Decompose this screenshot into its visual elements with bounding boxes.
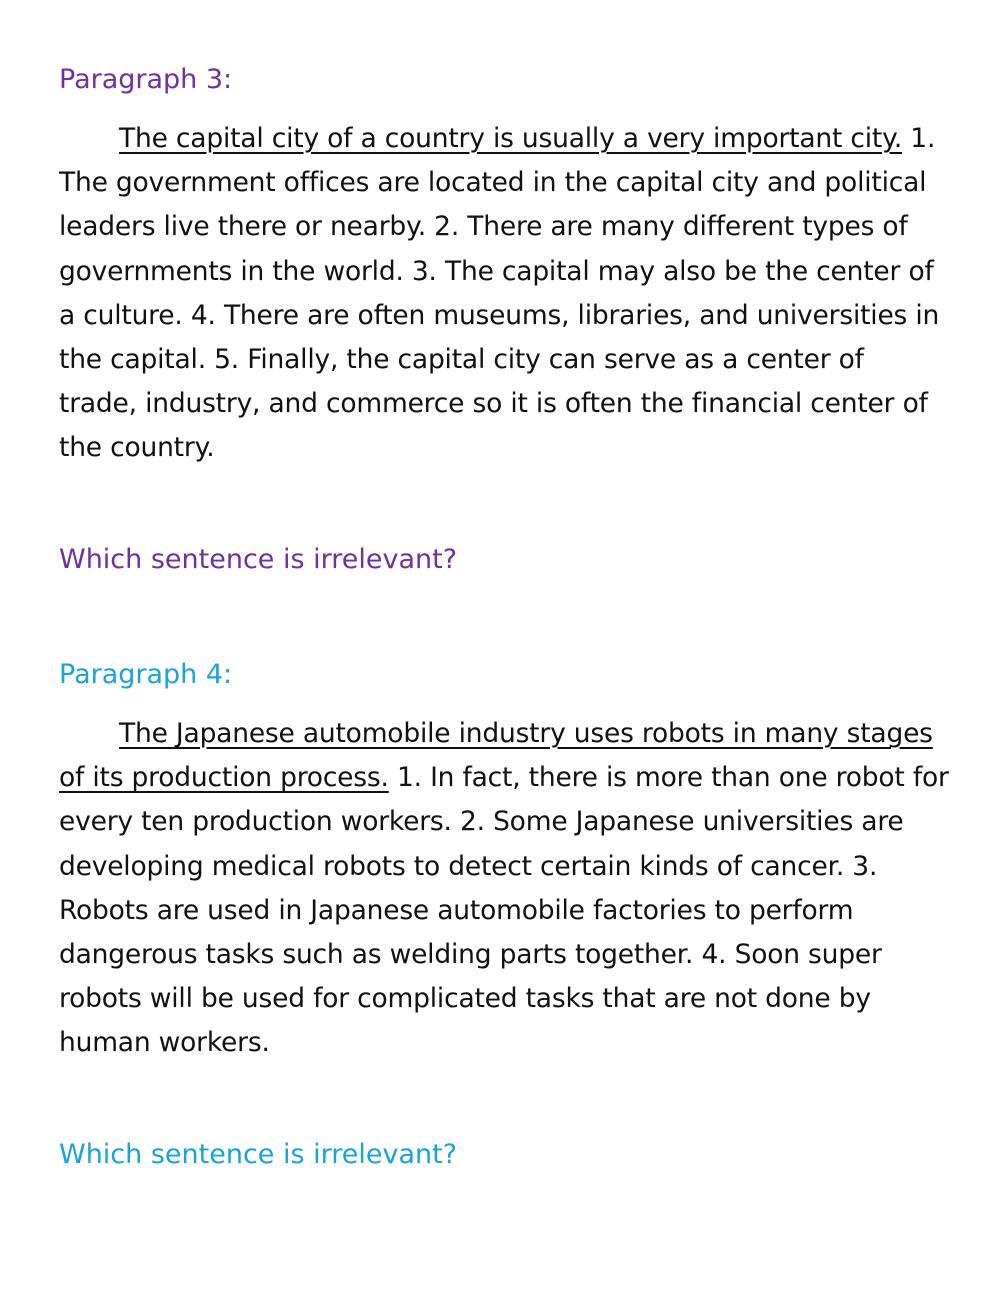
paragraph-4-heading: Paragraph 4:: [59, 659, 233, 690]
paragraph-3-topic-sentence: The capital city of a country is usually a very important city.: [119, 123, 903, 154]
paragraph-3-heading: Paragraph 3:: [59, 64, 233, 95]
paragraph-3-question: Which sentence is irrelevant?: [59, 544, 458, 575]
paragraph-4-topic-sentence: The Japanese automobile industry uses robots in many stages of its production process.: [59, 718, 933, 794]
paragraph-3-body: 1. The government offices are located in the capital city and political leaders live there or nearby. 2. There are many different types of governments in the world. 3. The capital may also be the center of a culture. 4. There are often museums, libraries, and universities in the capital. 5. Finally, the capital city can serve as a center of trade, industry, and commerce so it is often the financial center of the country.: [59, 123, 940, 464]
paragraph-4-question: Which sentence is irrelevant?: [59, 1139, 458, 1170]
paragraph-4-text: [59, 712, 949, 1066]
paragraph-4-body: 1. In fact, there is more than one robot for every ten production workers. 2. Some Japanese universities are developing medical robots to detect certain kinds of cancer. 3. Robots are used in Japanese automobile factories to perform dangerous tasks such as welding parts together. 4. Soon super robots will be used for complicated tasks that are not done by human workers.: [59, 762, 949, 1059]
paragraph-3-text: [59, 117, 949, 471]
